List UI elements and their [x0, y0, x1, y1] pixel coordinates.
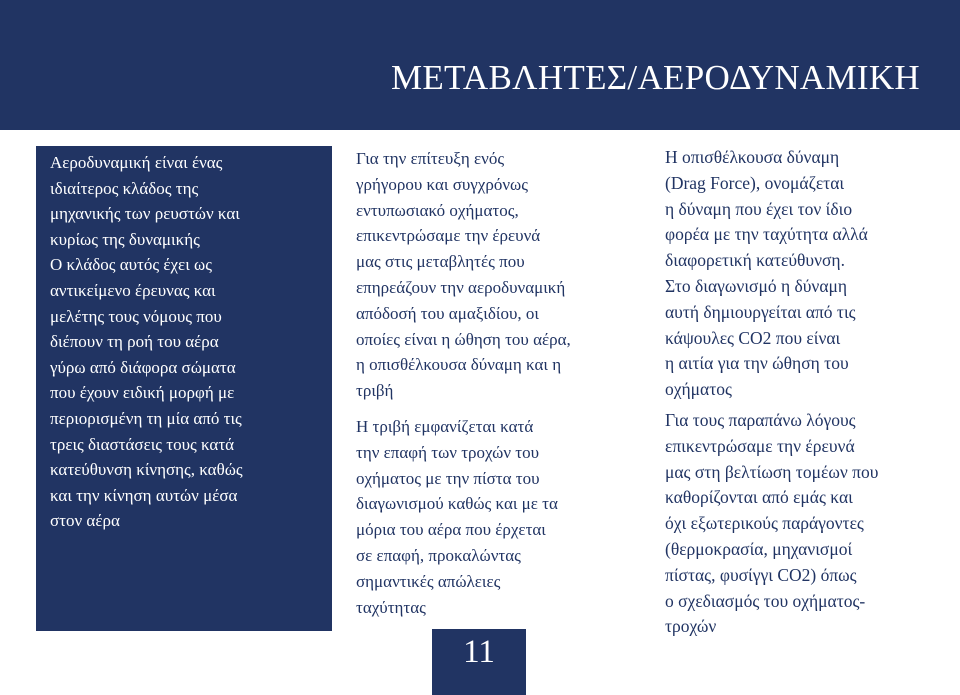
variables-line: απόδοσή του αμαξιδίου, οι [356, 303, 539, 323]
variables-line: οποίες είναι η ώθηση του αέρα, [356, 329, 571, 349]
variables-line: γρήγορου και συγχρόνως [356, 174, 528, 194]
drag-force-line: διαφορετική κατεύθυνση. [665, 250, 845, 271]
design-focus-line: πίστας, φυσίγγι CO2) όπως [665, 564, 857, 585]
intro-line: μελέτης τους νόμους που [50, 306, 222, 326]
design-focus-line: επικεντρώσαμε την έρευνά [665, 435, 855, 456]
friction-line: την επαφή των τροχών του [356, 442, 540, 462]
design-focus-line: τροχών [665, 616, 717, 637]
drag-force-line: Στο διαγωνισμό η δύναμη [665, 275, 848, 296]
variables-line: Για την επίτευξη ενός [356, 149, 505, 168]
friction-line: διαγωνισμού καθώς και με τα [356, 494, 558, 514]
page-number: 11 [463, 634, 495, 670]
design-focus-line: Για τους παραπάνω λόγους [665, 410, 856, 430]
variables-paragraph [356, 146, 626, 404]
friction-paragraph [356, 414, 626, 620]
friction-line: μόρια του αέρα που έρχεται [356, 520, 546, 540]
design-focus-paragraph [665, 408, 937, 640]
design-focus-line: μας στη βελτίωση τομέων που [665, 461, 879, 482]
intro-line: γύρω από διάφορα σώματα [50, 357, 236, 377]
friction-line: σε επαφή, προκαλώντας [356, 545, 521, 565]
friction-line: οχήματος με την πίστα του [356, 468, 540, 488]
friction-line: σημαντικές απώλειες [356, 571, 501, 591]
drag-force-line: οχήματος [665, 379, 732, 400]
variables-line: επηρεάζουν την αεροδυναμική [356, 277, 566, 297]
intro-line: και την κίνηση αυτών μέσα [50, 485, 238, 505]
intro-text [50, 150, 330, 534]
intro-line: που έχουν ειδική μορφή με [50, 383, 235, 403]
design-focus-line: ο σχεδιασμός του οχήματος- [665, 590, 866, 611]
intro-line: τρεις διαστάσεις τους κατά [50, 434, 235, 454]
variables-line: εντυπωσιακό οχήματος, [356, 200, 519, 220]
slide-title: ΜΕΤΑΒΛΗΤΕΣ/ΑΕΡΟΔΥΝΑΜΙΚΗ [390, 58, 920, 97]
variables-line: μας στις μεταβλητές που [356, 252, 525, 272]
intro-line: κατεύθυνση κίνησης, καθώς [50, 460, 243, 480]
variables-line: επικεντρώσαμε την έρευνά [356, 226, 541, 246]
intro-line: Αεροδυναμική είναι ένας [50, 153, 223, 172]
variables-line: τριβή [356, 381, 394, 401]
friction-line: ταχύτητας [356, 597, 426, 617]
intro-line: περιορισμένη τη μία από τις [50, 408, 242, 428]
variables-line: η οπισθέλκουσα δύναμη και η [356, 355, 562, 375]
friction-line: Η τριβή εμφανίζεται κατά [356, 417, 534, 436]
intro-line: μηχανικής των ρευστών και [50, 204, 240, 224]
design-focus-line: όχι εξωτερικούς παράγοντες [665, 513, 864, 534]
design-focus-line: (θερμοκρασία, μηχανισμοί [665, 538, 853, 559]
intro-line: στον αέρα [50, 511, 120, 531]
drag-force-line: Η οπισθέλκουσα δύναμη [665, 147, 840, 167]
intro-line: Ο κλάδος αυτός έχει ως [50, 255, 212, 275]
drag-force-line: φορέα με την ταχύτητα αλλά [665, 224, 868, 245]
drag-force-line: αυτή δημιουργείται από τις [665, 301, 856, 322]
drag-force-line: (Drag Force), ονομάζεται [665, 172, 845, 193]
intro-line: αντικείμενο έρευνας και [50, 280, 216, 300]
drag-force-line: η δύναμη που έχει τον ίδιο [665, 198, 853, 219]
drag-force-line: κάψουλες CO2 που είναι [665, 327, 841, 348]
design-focus-line: καθορίζονται από εμάς και [665, 487, 853, 508]
intro-line: διέπουν τη ροή του αέρα [50, 332, 219, 352]
intro-line: κυρίως της δυναμικής [50, 229, 200, 249]
drag-force-line: η αιτία για την ώθηση του [665, 353, 849, 374]
drag-force-paragraph [665, 145, 937, 403]
intro-line: ιδιαίτερος κλάδος της [50, 178, 199, 198]
